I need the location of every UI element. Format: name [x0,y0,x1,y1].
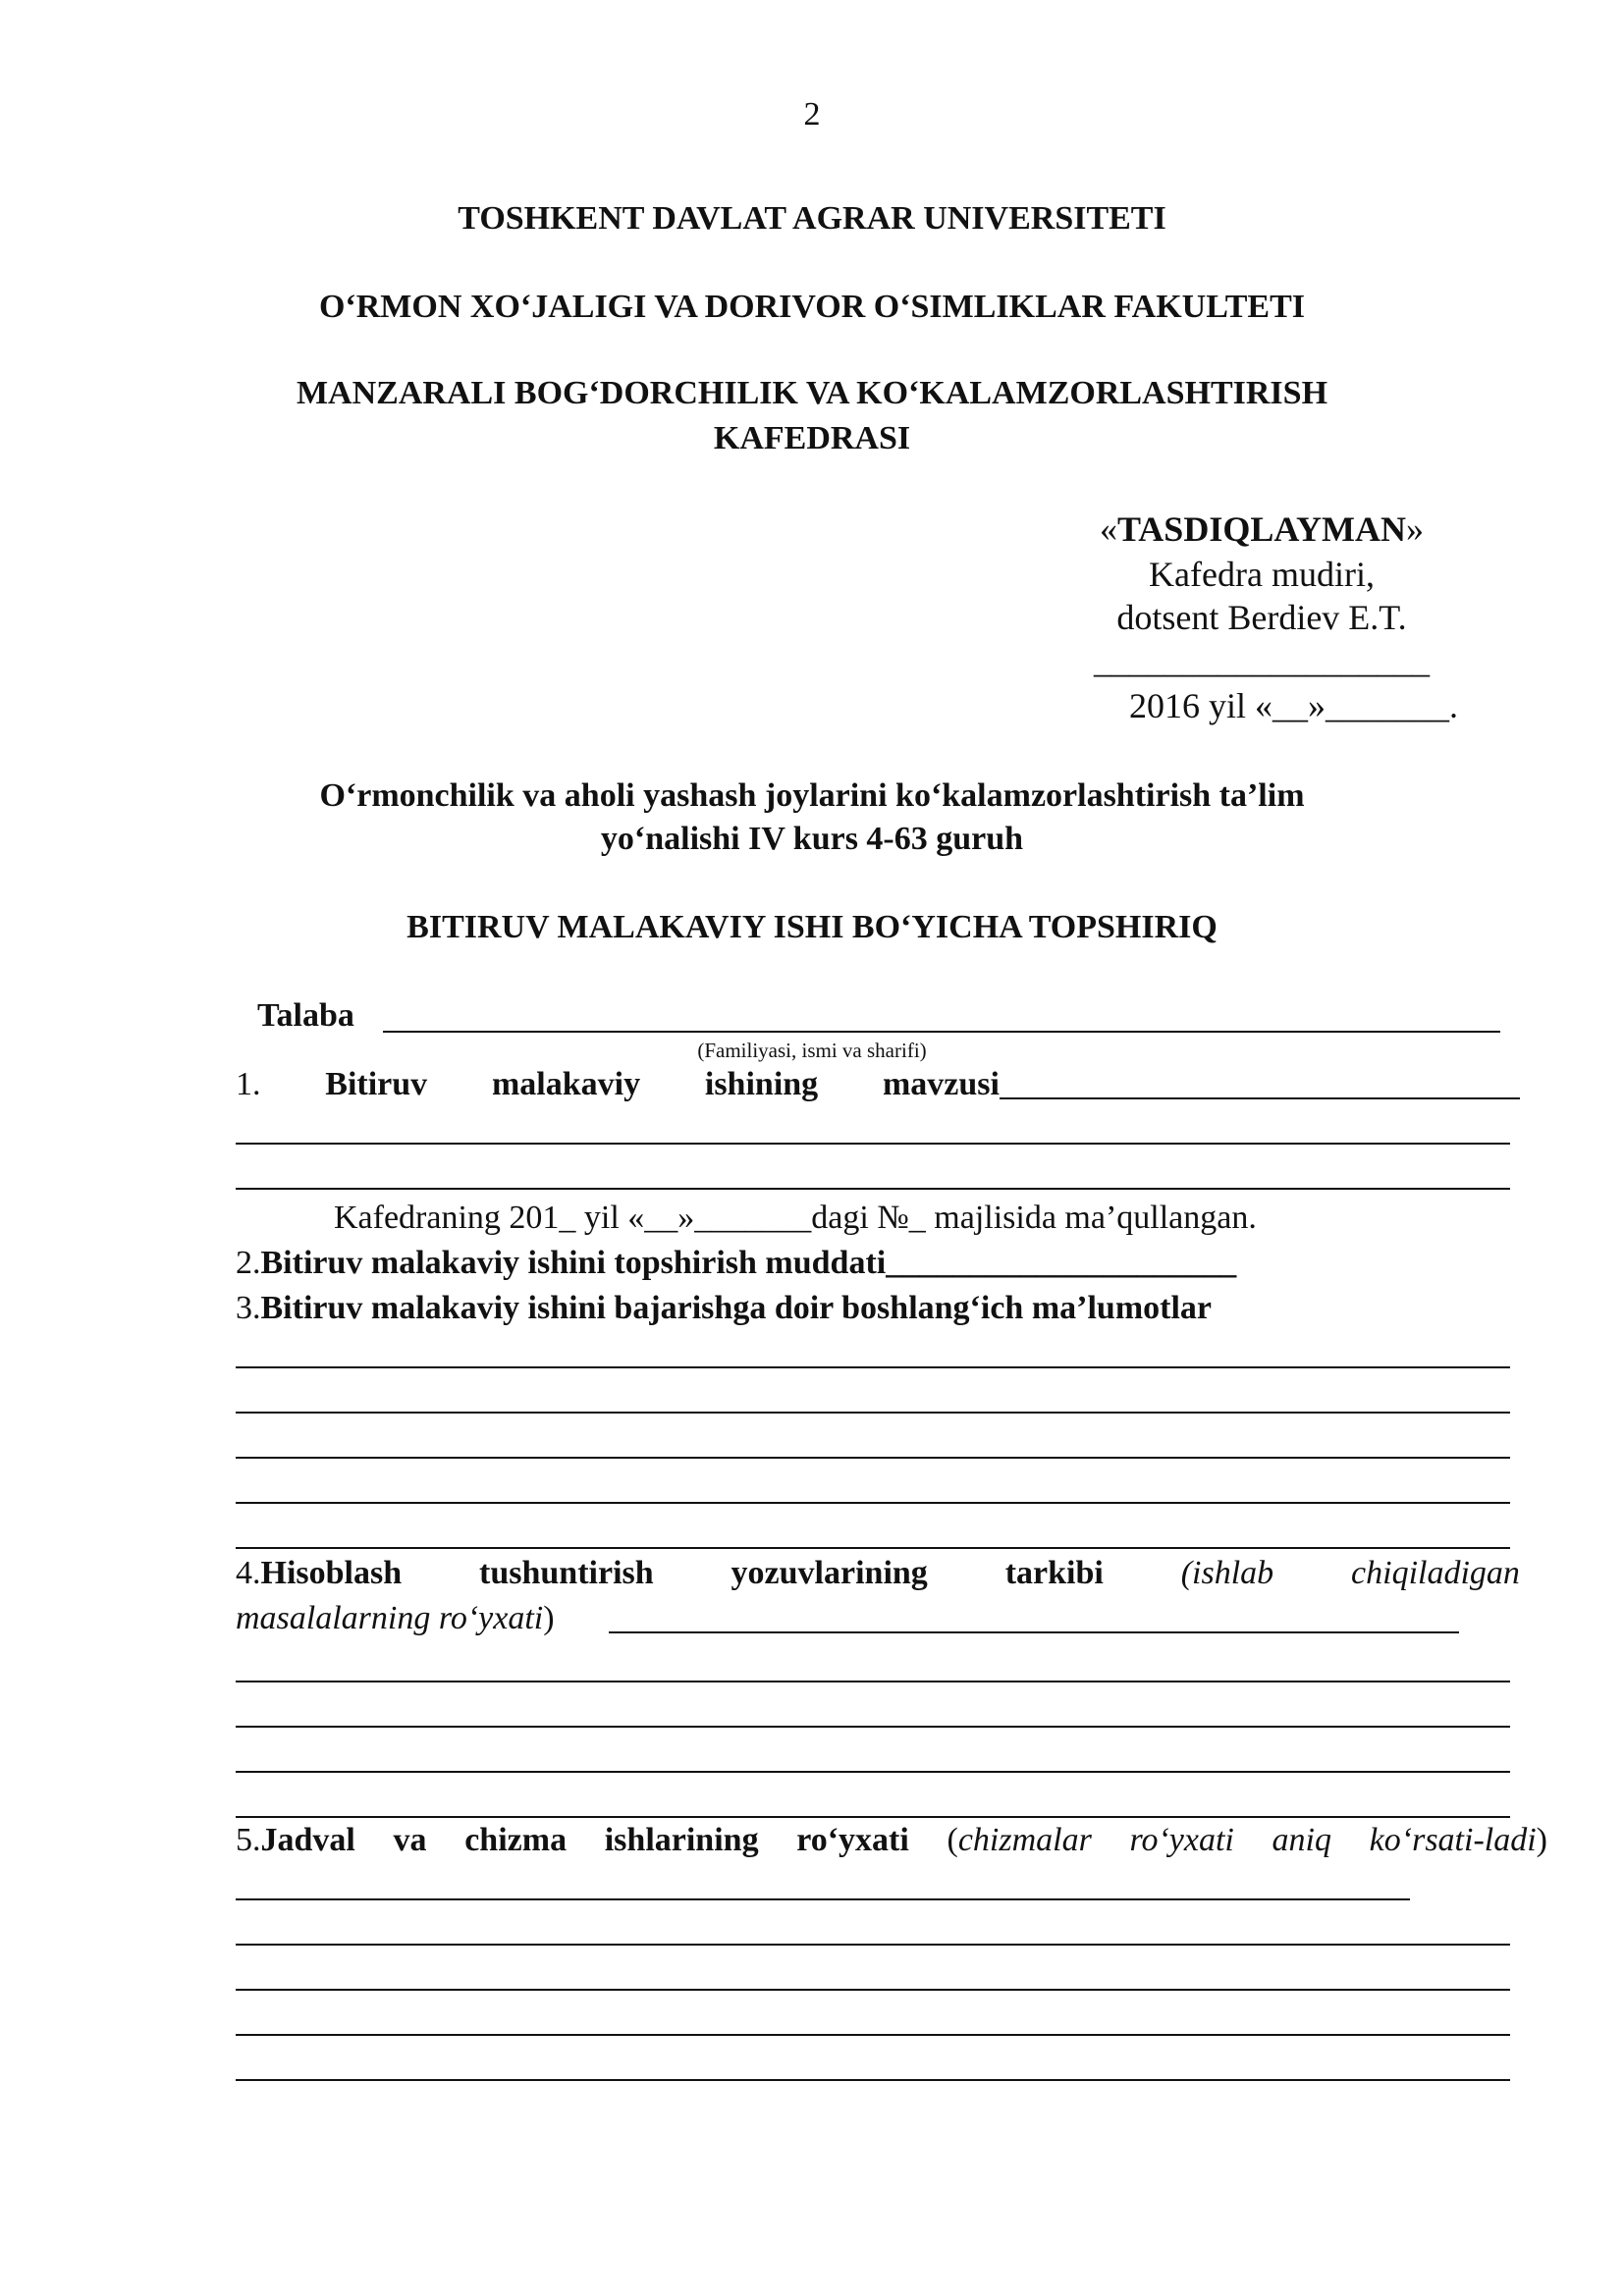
item4-word: tushuntirish [479,1555,654,1591]
item4-word: tarkibi [1004,1555,1104,1591]
item3-blank-line [236,1412,1510,1414]
approval-name: dotsent Berdiev E.T. [1116,598,1407,637]
item5-italic-word: ko‘rsati-ladi [1369,1822,1537,1858]
approval-role: Kafedra mudiri, [1149,555,1375,594]
item3-blank-line [236,1457,1510,1459]
item1-number: 1. [236,1066,261,1102]
student-hint: (Familiyasi, ismi va sharifi) [697,1039,927,1062]
item5-blank-line [236,2079,1510,2081]
item1-approved-note: Kafedraning 201_ yil «__»_______dagi №_ majlisida ma’qullangan. [334,1200,1257,1236]
item5-blank-line [236,2034,1510,2036]
approval-open-quote: « [1099,509,1117,549]
item4-blank-line [236,1816,1510,1818]
item4-line2-close: ) [543,1600,555,1636]
item1-word: malakaviy [491,1066,641,1102]
department-title-line2: KAFEDRASI [713,420,911,456]
department-title-line1: MANZARALI BOG‘DORCHILIK VA KO‘KALAMZORLASHTIRISH [296,375,1328,411]
university-title: TOSHKENT DAVLAT AGRAR UNIVERSITETI [458,200,1166,237]
item1-word: mavzusi [882,1066,1000,1102]
item5-heading [236,1822,1547,1859]
item3-blank-line [236,1547,1510,1549]
item1-heading [236,1066,1000,1103]
faculty-title: O‘RMON XO‘JALIGI VA DORIVOR O‘SIMLIKLAR FAKULTETI [318,289,1306,325]
item4-inline-line [609,1631,1459,1633]
program-line2: yo‘nalishi IV kurs 4-63 guruh [600,821,1024,857]
item3-blank-line [236,1366,1510,1368]
item4-word: Hisoblash [260,1555,403,1591]
item4-heading [236,1555,1520,1592]
approval-title [1011,508,1512,550]
item3-label: Bitiruv malakaviy ishini bajarishga doir boshlang‘ich ma’lumotlar [260,1290,1213,1326]
item3-blank-line [236,1502,1510,1504]
item3-number: 3. [236,1290,261,1326]
item4-word: (ishlab [1180,1555,1274,1591]
item2-number: 2. [236,1245,261,1281]
item1-word: Bitiruv [325,1066,428,1102]
approval-date: 2016 yil «__»_______. [1129,686,1459,725]
item1-blank-line [236,1143,1510,1145]
item1-topic-line [1000,1097,1520,1099]
document-title: BITIRUV MALAKAVIY ISHI BO‘YICHA TOPSHIRIQ [406,909,1218,945]
student-name-line [383,1031,1500,1033]
item5-word: chizma [464,1822,568,1858]
approval-close-quote: » [1406,509,1425,549]
approval-signature-line: ___________________ [1094,641,1430,680]
item5-blank-line [236,1989,1510,1991]
item5-paren-close: ) [1536,1822,1547,1858]
item5-word: ro‘yxati [796,1822,909,1858]
item5-italic-word: ro‘yxati [1129,1822,1234,1858]
item5-paren-open: ( [947,1822,958,1858]
item1-blank-line [236,1188,1510,1190]
item4-line2-text: masalalarning ro‘yxati [236,1600,544,1636]
item5-italic-word: aniq [1272,1822,1331,1858]
item5-number: 5. [236,1822,261,1858]
item4-number: 4. [236,1555,261,1591]
item5-word: va [393,1822,427,1858]
page-number: 2 [803,96,821,133]
student-label: Talaba [257,997,354,1034]
item2-blank: _____________________ [886,1245,1237,1281]
item4-line2 [236,1600,555,1637]
item5-word: ishlarining [604,1822,759,1858]
approval-word: TASDIQLAYMAN [1116,509,1407,549]
item1-word: ishining [704,1066,819,1102]
item4-blank-line [236,1771,1510,1773]
item5-word: Jadval [260,1822,355,1858]
item4-word: chiqiladigan [1351,1555,1520,1591]
program-line1: O‘rmonchilik va aholi yashash joylarini ko‘kalamzorlashtirish ta’lim [319,777,1305,814]
item2-heading [236,1245,1236,1282]
item5-blank-line [236,1944,1510,1946]
item4-blank-line [236,1726,1510,1728]
item5-blank-line [236,1898,1410,1900]
item5-italic-word: chizmalar [957,1822,1092,1858]
item3-heading [236,1290,1212,1327]
item4-word: yozuvlarining [731,1555,928,1591]
item2-label: Bitiruv malakaviy ishini topshirish muddati [260,1245,887,1281]
item4-blank-line [236,1681,1510,1682]
